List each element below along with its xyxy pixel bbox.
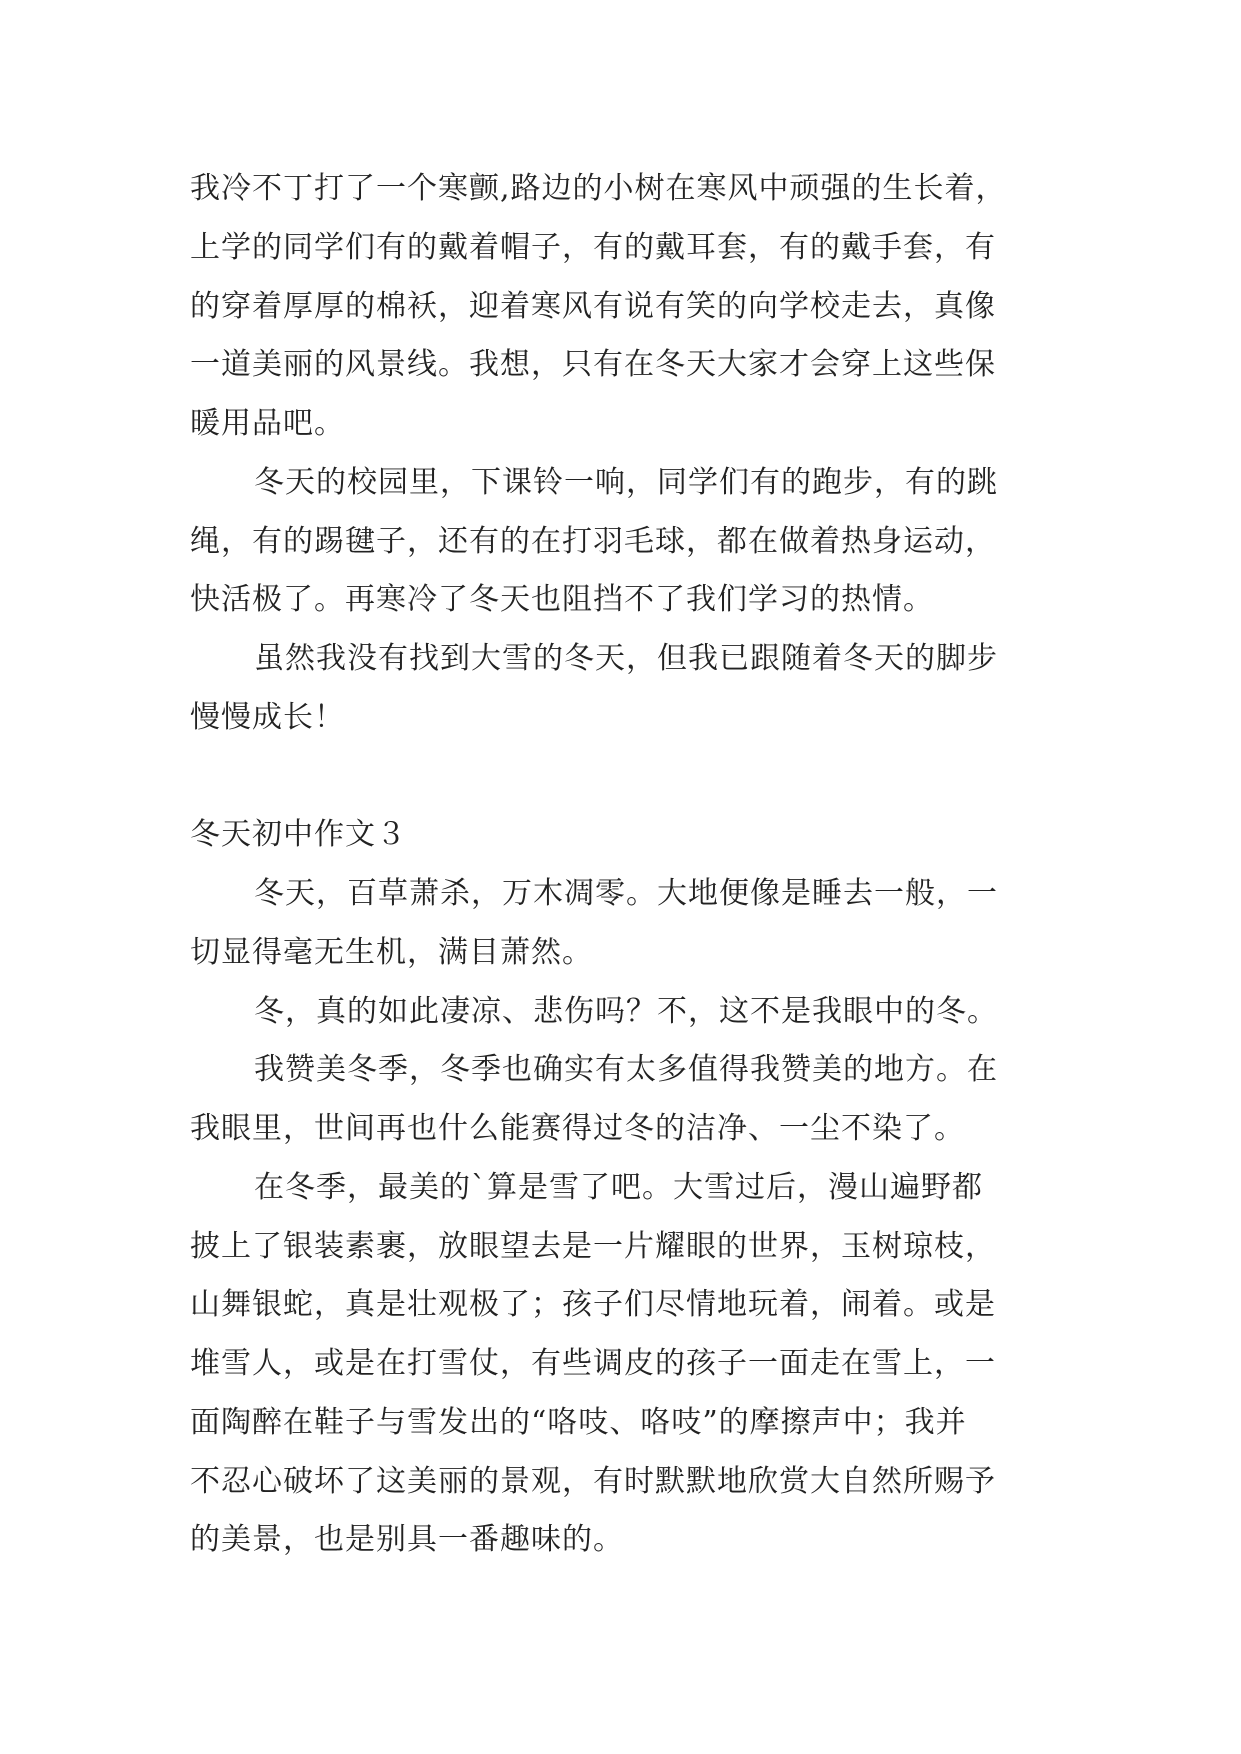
text-line: 我冷不丁打了一个寒颤,路边的小树在寒风中顽强的生长着， [190, 171, 1007, 206]
text-line: 慢慢成长！ [190, 700, 345, 735]
text-line: 我赞美冬季，冬季也确实有太多值得我赞美的地方。在 [254, 1052, 998, 1087]
text-line: 冬天，百草萧杀，万木凋零。大地便像是睡去一般，一 [254, 876, 998, 911]
text-line: 虽然我没有找到大雪的冬天，但我已跟随着冬天的脚步 [254, 641, 998, 676]
text-line: 山舞银蛇，真是壮观极了；孩子们尽情地玩着，闹着。或是 [190, 1287, 996, 1322]
text-line: 披上了银装素裹，放眼望去是一片耀眼的世界，玉树琼枝， [190, 1229, 996, 1264]
text-line: 的美景，也是别具一番趣味的。 [190, 1522, 624, 1557]
text-line: 切显得毫无生机，满目萧然。 [190, 935, 593, 970]
text-line: 一道美丽的风景线。我想，只有在冬天大家才会穿上这些保 [190, 347, 996, 382]
text-line: 我眼里，世间再也什么能赛得过冬的洁净、一尘不染了。 [190, 1111, 965, 1146]
text-line: 不忍心破坏了这美丽的景观，有时默默地欣赏大自然所赐予 [190, 1464, 996, 1499]
text-line: 绳，有的踢毽子，还有的在打羽毛球，都在做着热身运动， [190, 524, 996, 559]
text-line: 的穿着厚厚的棉袄，迎着寒风有说有笑的向学校走去，真像 [190, 289, 996, 324]
text-line: 暖用品吧。 [190, 406, 345, 441]
text-line: 在冬季，最美的`算是雪了吧。大雪过后，漫山遍野都 [254, 1170, 983, 1205]
text-line: 快活极了。再寒冷了冬天也阻挡不了我们学习的热情。 [190, 582, 934, 617]
text-line: 面陶醉在鞋子与雪发出的“咯吱、咯吱”的摩擦声中；我并 [190, 1405, 967, 1440]
section-title: 冬天初中作文３ [190, 817, 407, 852]
text-line: 冬天的校园里，下课铃一响，同学们有的跑步，有的跳 [254, 465, 998, 500]
text-line: 上学的同学们有的戴着帽子，有的戴耳套，有的戴手套，有 [190, 230, 996, 265]
text-line: 冬，真的如此凄凉、悲伤吗？不，这不是我眼中的冬。 [254, 994, 998, 1029]
text-line: 堆雪人，或是在打雪仗，有些调皮的孩子一面走在雪上，一 [190, 1346, 996, 1381]
